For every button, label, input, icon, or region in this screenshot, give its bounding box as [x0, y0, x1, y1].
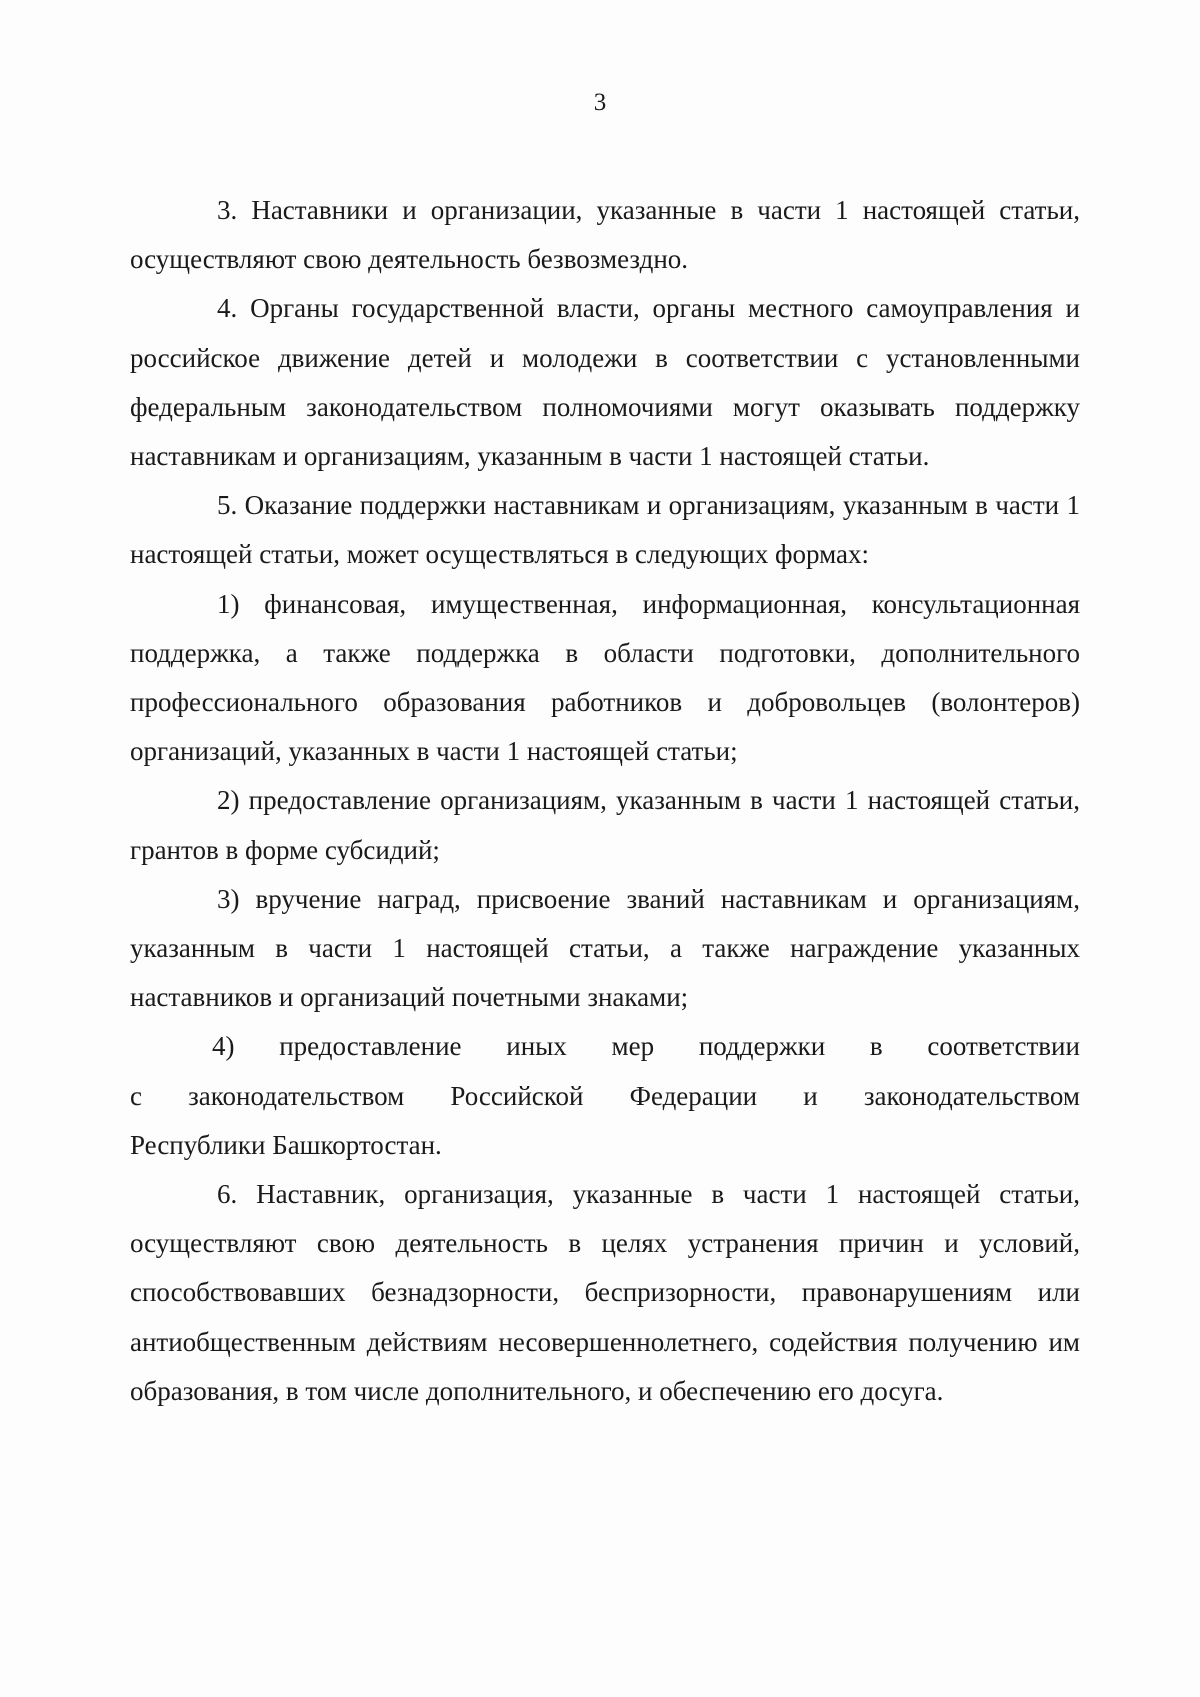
word: Российской — [450, 1080, 584, 1111]
list-item-3: 3) вручение наград, присвоение званий наставникам и организациям, указанным в части 1 настоящей статьи, а также награждение указанных наставников и организаций почетными знаками; — [130, 883, 1080, 1013]
word: законодательством — [863, 1080, 1080, 1111]
word: поддержки — [698, 1031, 826, 1062]
word: законодательством — [188, 1080, 405, 1111]
paragraph-5: 5. Оказание поддержки наставникам и организациям, указанным в части 1 настоящей статьи, может осуществляться в следующих формах: — [130, 490, 1080, 570]
word: мер — [611, 1031, 655, 1062]
list-item-2: 2) предоставление организациям, указанным в части 1 настоящей статьи, грантов в форме субсидий; — [130, 785, 1080, 865]
word: предоставление — [279, 1031, 462, 1062]
word: соответствии — [927, 1031, 1080, 1062]
word: иных — [506, 1031, 567, 1062]
paragraph-3: 3. Наставники и организации, указанные в части 1 настоящей статьи, осуществляют свою деятельность безвозмездно. — [130, 195, 1080, 275]
list-item-4 — [130, 1022, 1080, 1170]
word: и — [803, 1080, 818, 1111]
word: с — [130, 1080, 142, 1111]
page-number: 3 — [593, 89, 607, 116]
word: Федерации — [629, 1080, 758, 1111]
paragraph-4: 4. Органы государственной власти, органы местного самоуправления и российское движение детей и молодежи в соответствии с установленными федеральным законодательством полномочиями могут оказывать поддержку наставникам и организациям, указанным в части 1 настоящей статьи. — [130, 293, 1080, 472]
list-item-1: 1) финансовая, имущественная, информационная, консультационная поддержка, а также поддержка в области подготовки, дополнительного профессионального образования работников и добровольцев (волонтеров) организаций, указанных в части 1 настоящей статьи; — [130, 588, 1080, 767]
paragraph-6: 6. Наставник, организация, указанные в части 1 настоящей статьи, осуществляют свою деятельность в целях устранения причин и условий, способствовавших безнадзорности, беспризорности, правонарушениям или антиобщественным действиям несовершеннолетнего, содействия получению им образования, в том числе дополнительного, и обеспечению его досуга. — [130, 1179, 1080, 1406]
document-body — [130, 186, 1080, 1416]
word: в — [869, 1031, 883, 1062]
list-item-4-line-1 — [130, 1022, 1080, 1071]
list-item-4-line-3: Республики Башкортостан. — [130, 1129, 442, 1160]
word: 4) — [212, 1031, 235, 1062]
list-item-4-line-2 — [130, 1072, 1080, 1121]
